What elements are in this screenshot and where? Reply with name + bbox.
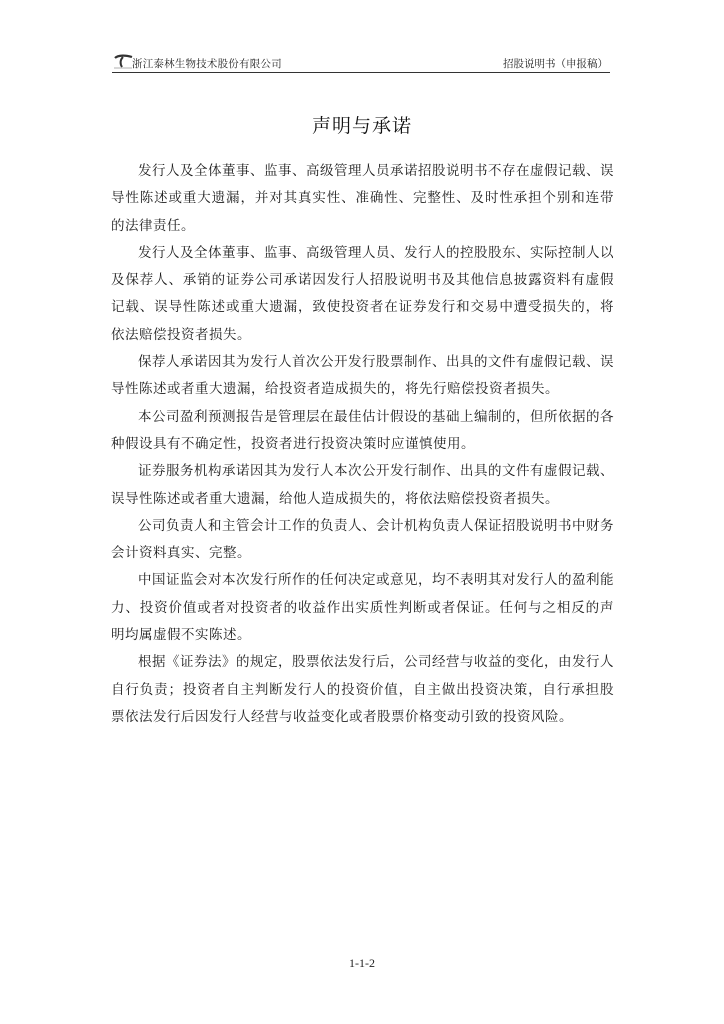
paragraph-8: 根据《证券法》的规定，股票依法发行后，公司经营与收益的变化，由发行人自行负责；投资者自主判断发行人的投资价值，自主做出投资决策，自行承担股票依法发行后因发行人经营与收益变化或者股票价格变动引致的投资风险。 [111, 654, 614, 725]
paragraph-6: 公司负责人和主管会计工作的负责人、会计机构负责人保证招股说明书中财务会计资料真实、完整。 [111, 517, 614, 562]
paragraph-3: 保荐人承诺因其为发行人首次公开发行股票制作、出具的文件有虚假记载、误导性陈述或者重大遗漏，给投资者造成损失的，将先行赔偿投资者损失。 [111, 354, 614, 398]
page-number: 1-1-2 [349, 956, 375, 970]
paragraph-2: 发行人及全体董事、监事、高级管理人员、发行人的控股股东、实际控制人以及保荐人、承销的证券公司承诺因发行人招股说明书及其他信息披露资料有虚假记载、误导性陈述或重大遗漏，致使投资者在证券发行和交易中遭受损失的，将依法赔偿投资者损失。 [111, 244, 614, 343]
company-logo-icon [112, 54, 134, 70]
page-header [112, 52, 610, 73]
document-type: 招股说明书（申报稿） [503, 58, 608, 70]
paragraph-1: 发行人及全体董事、监事、高级管理人员承诺招股说明书不存在虚假记载、误导性陈述或重大遗漏，并对其真实性、准确性、完整性、及时性承担个别和连带的法律责任。 [111, 163, 614, 234]
page-title: 声明与承诺 [311, 115, 412, 137]
paragraph-4: 本公司盈利预测报告是管理层在最佳估计假设的基础上编制的，但所依据的各种假设具有不确定性，投资者进行投资决策时应谨慎使用。 [111, 408, 614, 452]
paragraph-7: 中国证监会对本次发行所作的任何决定或意见，均不表明其对发行人的盈利能力、投资价值或者对投资者的收益作出实质性判断或者保证。任何与之相反的声明均属虚假不实陈述。 [111, 572, 614, 644]
declaration-body [111, 158, 614, 731]
company-name: 浙江泰林生物技术股份有限公司 [132, 58, 282, 70]
paragraph-5: 证券服务机构承诺因其为发行人本次公开发行制作、出具的文件有虚假记载、误导性陈述或者重大遗漏，给他人造成损失的，将依法赔偿投资者损失。 [111, 463, 614, 507]
